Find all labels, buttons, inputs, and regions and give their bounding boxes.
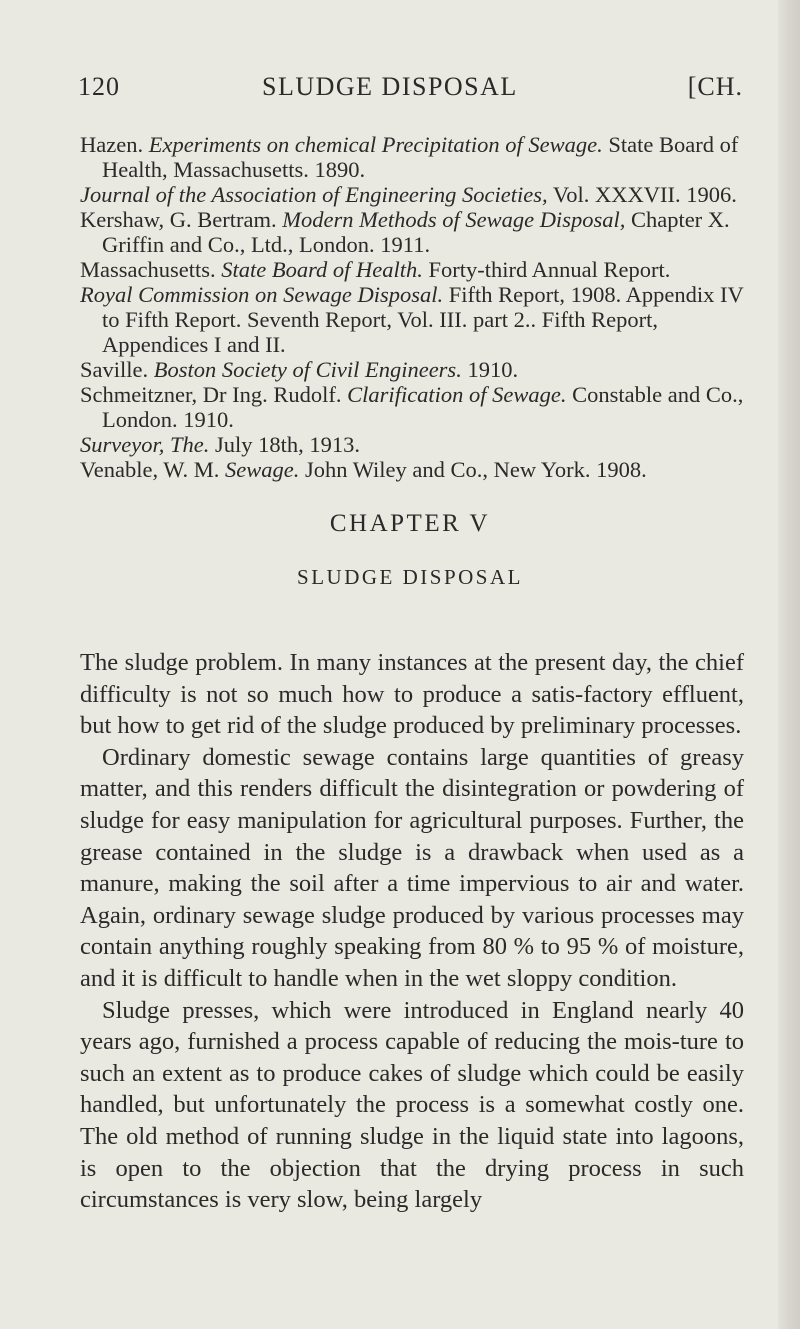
body-paragraph: The sludge problem. In many instances at the present day, the chief difficulty is not so much how to produce a satis-factory effluent, but how to get rid of the sludge produced by preliminary processes. <box>80 649 744 740</box>
bibliography-entry <box>80 357 745 382</box>
bibliography-entry <box>80 457 745 482</box>
entry-work: Royal Commission on Sewage Disposal. <box>80 282 444 307</box>
bibliography-entry <box>80 432 745 457</box>
entry-author: Schmeitzner, Dr Ing. Rudolf. <box>80 382 342 407</box>
running-title: SLUDGE DISPOSAL <box>262 72 518 101</box>
entry-details: State Board of Health, Massachusetts. 1890. <box>102 132 739 182</box>
entry-author: Kershaw, G. Bertram. <box>80 207 277 232</box>
chapter-subheading: SLUDGE DISPOSAL <box>297 565 523 589</box>
entry-author: Hazen. <box>80 132 144 157</box>
page-number: 120 <box>78 72 120 101</box>
entry-author: Venable, W. M. <box>80 457 220 482</box>
page-header <box>78 72 743 106</box>
bibliography-list <box>80 132 745 482</box>
bibliography-entry <box>80 132 745 182</box>
entry-work: Modern Methods of Sewage Disposal, <box>282 207 626 232</box>
entry-work: Journal of the Association of Engineering Societies, <box>80 182 548 207</box>
bibliography-entry <box>80 207 745 257</box>
entry-details: Constable and Co., London. 1910. <box>102 382 744 432</box>
bibliography-entry <box>80 182 745 207</box>
entry-details: July 18th, 1913. <box>214 432 360 457</box>
entry-work: Surveyor, The. <box>80 432 210 457</box>
entry-work: Experiments on chemical Precipitation of Sewage. <box>148 132 603 157</box>
entry-work: State Board of Health. <box>221 257 423 282</box>
bibliography-entry <box>80 257 745 282</box>
entry-work: Boston Society of Civil Engineers. <box>153 357 462 382</box>
entry-author: Saville. <box>80 357 149 382</box>
body-paragraph: Ordinary domestic sewage contains large quantities of greasy matter, and this renders difficult the disintegration or powdering of sludge for easy manipulation for agricultural purposes. Further, the grease contained in the sludge is a drawback when used as a manure, making the soil after a time impervious to air and water. Again, ordinary sewage sludge produced by various processes may contain anything roughly speaking from 80 % to 95 % of moisture, and it is difficult to handle when in the wet sloppy condition. <box>80 743 744 992</box>
bibliography-entry <box>80 282 745 357</box>
entry-details: Fifth Report, 1908. Appendix IV to Fifth Report. Seventh Report, Vol. III. part 2.. Fifth Report, Appendices I and II. <box>102 282 744 357</box>
entry-details: Forty-third Annual Report. <box>428 257 671 282</box>
entry-details: Vol. XXXVII. 1906. <box>552 182 737 207</box>
page-edge-shadow <box>778 0 800 1329</box>
body-paragraph: Sludge presses, which were introduced in England nearly 40 years ago, furnished a process capable of reducing the mois-ture to such an extent as to produce cakes of sludge which could be easily handled, but unfortunately the process is a somewhat costly one. The old method of running sludge in the liquid state into lagoons, is open to the objection that the drying process in such circumstances is very slow, being largely <box>80 996 744 1214</box>
entry-work: Sewage. <box>225 457 300 482</box>
chapter-reference: [CH. <box>687 72 743 101</box>
entry-details: 1910. <box>467 357 519 382</box>
entry-work: Clarification of Sewage. <box>347 382 567 407</box>
entry-details: John Wiley and Co., New York. 1908. <box>304 457 647 482</box>
entry-details: Chapter X. Griffin and Co., Ltd., London. 1911. <box>102 207 730 257</box>
entry-author: Massachusetts. <box>80 257 216 282</box>
body-text <box>80 647 744 1216</box>
bibliography-entry <box>80 382 745 432</box>
chapter-heading: CHAPTER V <box>329 510 491 537</box>
